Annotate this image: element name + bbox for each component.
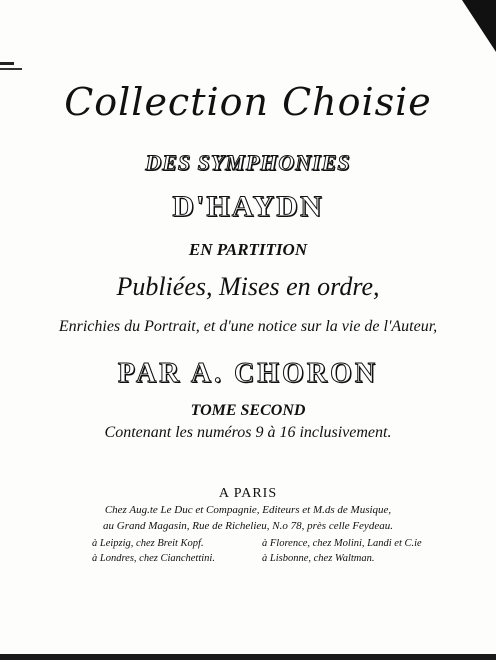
page-edge bbox=[0, 654, 496, 660]
imprint-cities bbox=[92, 538, 432, 564]
edge-mark bbox=[0, 62, 14, 65]
en-partition: EN PARTITION bbox=[188, 240, 308, 259]
editor-name: PAR A. CHORON bbox=[117, 358, 379, 389]
imprint-city-item: à Londres, chez Cianchettini. bbox=[92, 553, 215, 564]
imprint-publisher: Chez Aug.te Le Duc et Compagnie, Editeurs et M.ds de Musique, bbox=[104, 504, 392, 516]
enrichies-line: Enrichies du Portrait, et d'une notice sur la vie de l'Auteur, bbox=[58, 318, 438, 335]
publiees-line: Publiées, Mises en ordre, bbox=[116, 272, 380, 301]
edge-mark bbox=[0, 68, 22, 70]
imprint-city-item: à Leipzig, chez Breit Kopf. bbox=[92, 538, 204, 549]
imprint-city-item: à Lisbonne, chez Waltman. bbox=[262, 553, 375, 564]
imprint-city: A PARIS bbox=[218, 486, 278, 501]
composer-name: D'HAYDN bbox=[172, 190, 324, 223]
volume-label: TOME SECOND bbox=[190, 402, 306, 419]
contents-line: Contenant les numéros 9 à 16 inclusivement. bbox=[104, 424, 392, 441]
symphonies-heading: DES SYMPHONIES bbox=[145, 150, 351, 175]
imprint-city-item: à Florence, chez Molini, Landi et C.ie bbox=[262, 538, 422, 549]
collection-title: Collection Choisie bbox=[64, 80, 432, 124]
torn-corner bbox=[462, 0, 496, 52]
imprint-address: au Grand Magasin, Rue de Richelieu, N.o 78, près celle Feydeau. bbox=[103, 520, 393, 532]
